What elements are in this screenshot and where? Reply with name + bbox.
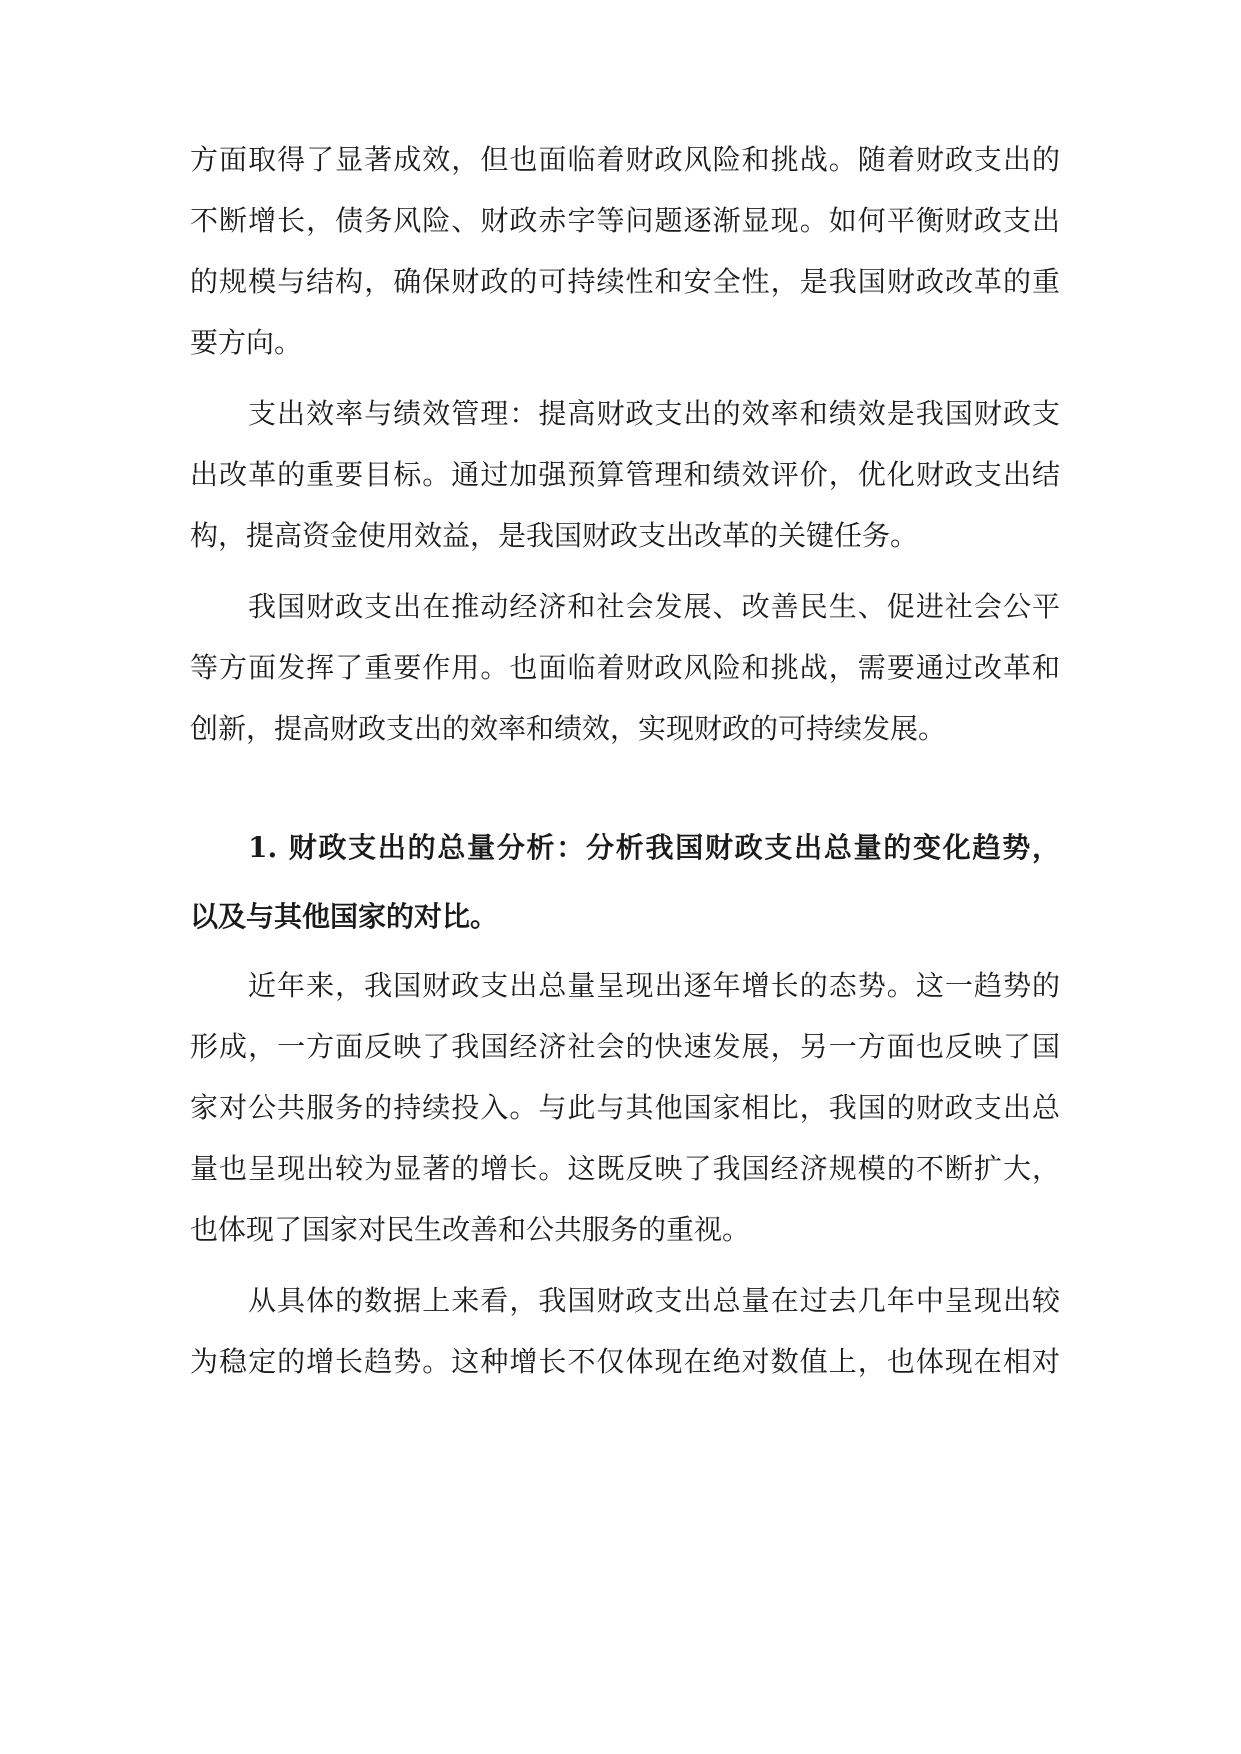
paragraph-1-line-2: 不断增长，债务风险、财政赤字等问题逐渐显现。如何平衡财政支出 (190, 204, 1060, 237)
paragraph-1-line-1: 方面取得了显著成效，但也面临着财政风险和挑战。随着财政支出的 (190, 143, 1060, 176)
paragraph-3-line-2: 等方面发挥了重要作用。也面临着财政风险和挑战，需要通过改革和 (190, 651, 1060, 684)
paragraph-4-line-2: 形成，一方面反映了我国经济社会的快速发展，另一方面也反映了国 (190, 1030, 1060, 1063)
paragraph-5-line-1: 从具体的数据上来看，我国财政支出总量在过去几年中呈现出较 (248, 1284, 1060, 1317)
paragraph-4-line-3: 家对公共服务的持续投入。与此与其他国家相比，我国的财政支出总 (190, 1091, 1060, 1124)
section-heading-line-2: 以及与其他国家的对比。 (190, 900, 499, 933)
paragraph-4-line-5: 也体现了国家对民生改善和公共服务的重视。 (190, 1213, 751, 1246)
paragraph-2-line-2: 出改革的重要目标。通过加强预算管理和绩效评价，优化财政支出结 (190, 458, 1060, 491)
paragraph-3-line-3: 创新，提高财政支出的效率和绩效，实现财政的可持续发展。 (190, 712, 947, 745)
paragraph-2-line-3: 构，提高资金使用效益，是我国财政支出改革的关键任务。 (190, 519, 919, 552)
paragraph-2-line-1: 支出效率与绩效管理：提高财政支出的效率和绩效是我国财政支 (248, 397, 1060, 430)
section-heading-line-1: 1. 财政支出的总量分析：分析我国财政支出总量的变化趋势， (248, 831, 1060, 864)
paragraph-1-line-3: 的规模与结构，确保财政的可持续性和安全性，是我国财政改革的重 (190, 265, 1060, 298)
paragraph-3-line-1: 我国财政支出在推动经济和社会发展、改善民生、促进社会公平 (248, 590, 1060, 623)
paragraph-5-line-2: 为稳定的增长趋势。这种增长不仅体现在绝对数值上，也体现在相对 (190, 1345, 1060, 1378)
paragraph-4-line-1: 近年来，我国财政支出总量呈现出逐年增长的态势。这一趋势的 (248, 969, 1060, 1002)
paragraph-1-line-4: 要方向。 (190, 326, 303, 359)
paragraph-4-line-4: 量也呈现出较为显著的增长。这既反映了我国经济规模的不断扩大， (190, 1152, 1060, 1185)
